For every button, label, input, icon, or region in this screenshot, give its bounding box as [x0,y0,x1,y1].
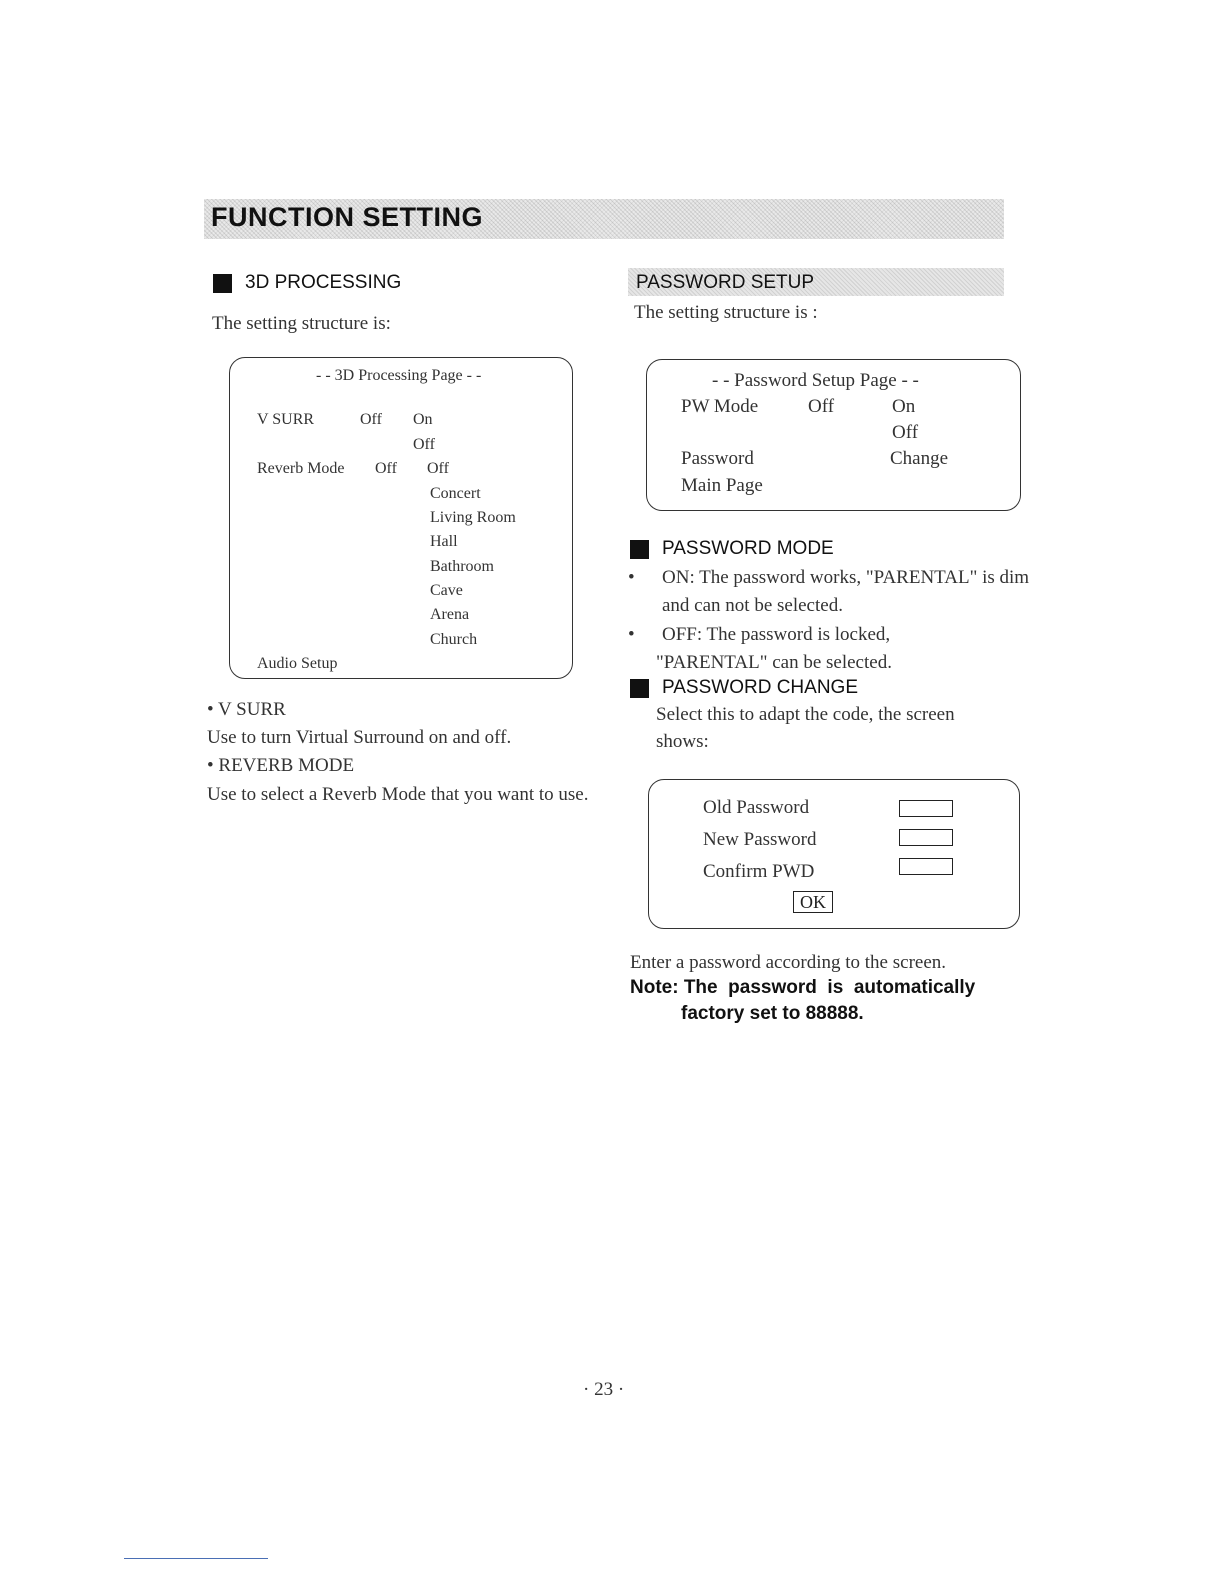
password-change-option: Change [890,448,949,469]
vsurr-bullet: • V SURR [207,699,286,720]
reverb-option: Hall [430,533,458,550]
ok-button[interactable]: OK [793,891,833,913]
mode-on-line2: and can not be selected. [662,595,843,616]
vsurr-option: Off [413,436,435,453]
confirm-pwd-input[interactable] [899,858,953,875]
reverb-description: Use to select a Reverb Mode that you want to use. [207,784,589,805]
reverb-option: Arena [430,606,470,623]
password-setup-heading: PASSWORD SETUP [636,272,815,293]
left-intro: The setting structure is: [212,313,391,334]
menu-title: - - 3D Processing Page - - [316,367,482,384]
reverb-label: Reverb Mode [257,460,345,477]
reverb-option: Off [427,460,449,477]
bullet-square [630,540,649,559]
vsurr-label: V SURR [257,411,315,428]
reverb-option: Living Room [430,509,516,526]
note-line1: Note: The password is automatically [630,977,976,998]
reverb-bullet: • REVERB MODE [207,755,355,776]
page-number: · 23 · [583,1379,625,1400]
reverb-option: Concert [430,485,481,502]
pwmode-option: On [892,396,916,417]
3d-processing-menu [229,357,573,679]
pwmode-label: PW Mode [681,396,759,417]
change-line2: shows: [656,731,709,752]
vsurr-value: Off [360,411,382,428]
new-password-input[interactable] [899,829,953,846]
password-label: Password [681,448,754,469]
confirm-pwd-label: Confirm PWD [703,861,815,882]
mode-off-line2: "PARENTAL" can be selected. [656,652,892,673]
reverb-option: Church [430,631,478,648]
main-page-item: Main Page [681,475,763,496]
banner-title: FUNCTION SETTING [211,202,483,232]
vsurr-description: Use to turn Virtual Surround on and off. [207,727,512,748]
mode-on-bullet: • [628,567,635,588]
mode-on-line1: ON: The password works, "PARENTAL" is dim [662,567,1030,588]
footer-rule [124,1558,268,1559]
bullet-square [213,274,232,293]
password-menu-title: - - Password Setup Page - - [712,370,919,391]
old-password-label: Old Password [703,797,810,818]
reverb-option: Bathroom [430,558,494,575]
note-line2: factory set to 88888. [681,1003,864,1024]
mode-off-line1: OFF: The password is locked, [662,624,891,645]
bullet-square [630,679,649,698]
right-intro: The setting structure is : [634,302,818,323]
pwmode-option: Off [892,422,919,443]
change-line1: Select this to adapt the code, the screen [656,704,955,725]
audio-setup-item: Audio Setup [257,655,338,672]
mode-off-bullet: • [628,624,635,645]
vsurr-option: On [413,411,433,428]
3d-processing-heading: 3D PROCESSING [245,272,402,293]
password-change-heading: PASSWORD CHANGE [662,677,859,698]
pwmode-value: Off [808,396,835,417]
password-mode-heading: PASSWORD MODE [662,538,834,559]
reverb-option: Cave [430,582,463,599]
new-password-label: New Password [703,829,817,850]
enter-password-text: Enter a password according to the screen. [630,952,947,973]
old-password-input[interactable] [899,800,953,817]
reverb-value: Off [375,460,397,477]
